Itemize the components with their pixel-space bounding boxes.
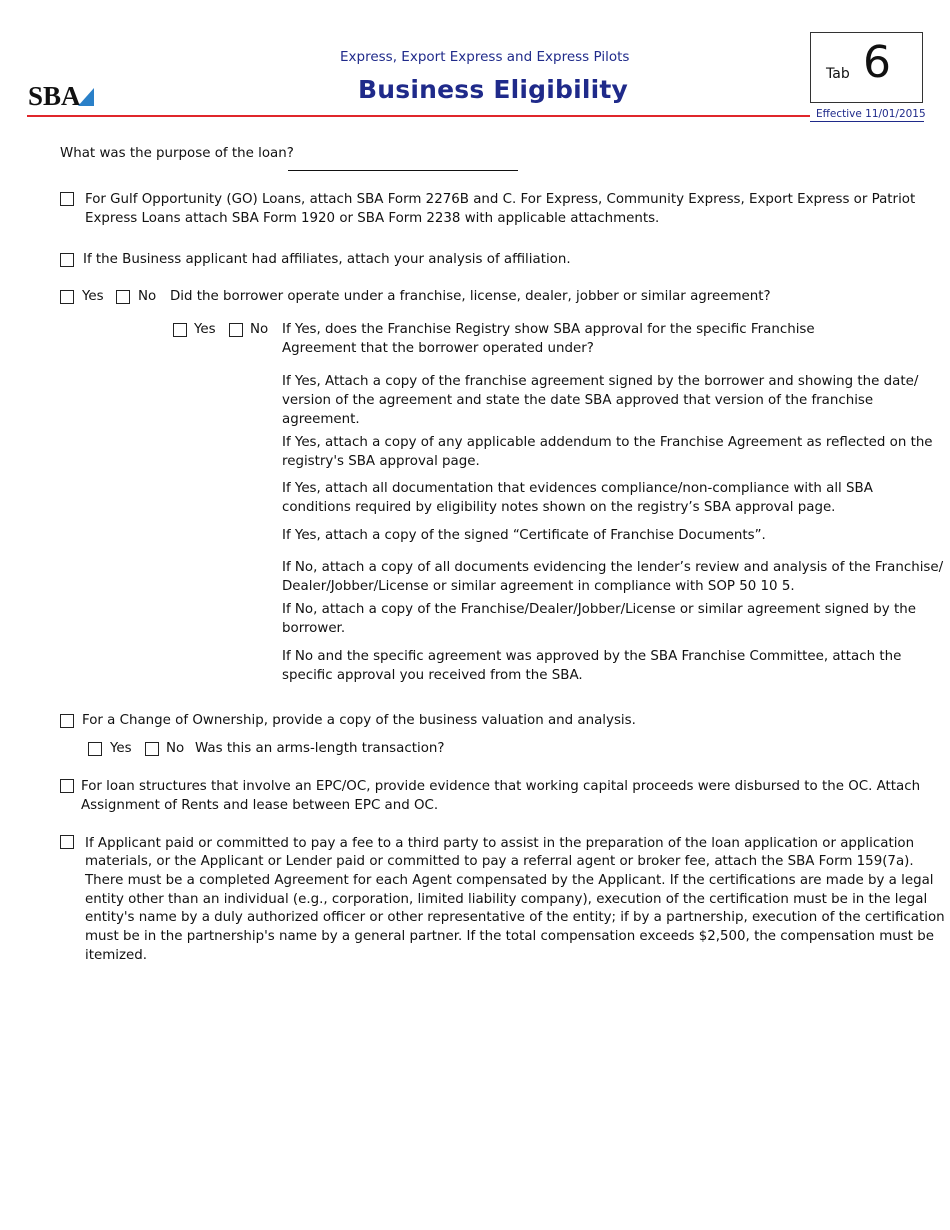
fee-text-line1: If Applicant paid or committed to pay a fee to a third party to assist in the preparation of the loan application or application	[85, 836, 915, 851]
franchise-p5-line1: If No, attach a copy of all documents evidencing the lender’s review and analysis of the Franchise/	[282, 560, 944, 575]
franchise-p1-line3: agreement.	[282, 412, 360, 427]
purpose-input[interactable]	[288, 152, 518, 171]
franchise-p2-line1: If Yes, attach a copy of any applicable addendum to the Franchise Agreement as reflected on the	[282, 435, 933, 450]
franchise-p6-line2: borrower.	[282, 621, 346, 636]
effective-date: Effective 11/01/2015	[816, 108, 926, 120]
franchise-p7-line2: specific approval you received from the SBA.	[282, 668, 583, 683]
purpose-question: What was the purpose of the loan?	[60, 146, 294, 161]
epc-text-line2: Assignment of Rents and lease between EPC and OC.	[81, 798, 439, 813]
arms-length-question: Was this an arms-length transaction?	[195, 741, 445, 756]
registry-question-line2: Agreement that the borrower operated under?	[282, 341, 594, 356]
epc-checkbox[interactable]	[60, 779, 74, 793]
change-ownership-checkbox[interactable]	[60, 714, 74, 728]
header-divider-red	[27, 115, 810, 117]
header-subtitle: Express, Export Express and Express Pilots	[340, 49, 630, 65]
affiliates-checkbox[interactable]	[60, 253, 74, 267]
go-loans-text-line1: For Gulf Opportunity (GO) Loans, attach SBA Form 2276B and C. For Express, Community Express, Export Express or Patriot	[85, 192, 916, 207]
epc-text-line1: For loan structures that involve an EPC/OC, provide evidence that working capital proceeds were disbursed to the OC. Attach	[81, 779, 921, 794]
franchise-p1-line1: If Yes, Attach a copy of the franchise agreement signed by the borrower and showing the date/	[282, 374, 919, 389]
fee-text-line6: must be in the partnership's name by a general partner. If the total compensation exceeds $2,500, the compensation must be	[85, 929, 934, 944]
franchise-yes-checkbox[interactable]	[60, 290, 74, 304]
franchise-p1-line2: version of the agreement and state the date SBA approved that version of the franchise	[282, 393, 874, 408]
franchise-p2-line2: registry's SBA approval page.	[282, 454, 480, 469]
registry-yes-checkbox[interactable]	[173, 323, 187, 337]
franchise-p5-line2: Dealer/Jobber/License or similar agreement in compliance with SOP 50 10 5.	[282, 579, 795, 594]
header-divider-blue	[810, 121, 924, 122]
franchise-question: Did the borrower operate under a franchise, license, dealer, jobber or similar agreement?	[170, 289, 771, 304]
fee-text-line5: entity's name by a duly authorized officer or other representative of the entity; if by a partnership, execution of the certification	[85, 910, 945, 925]
sba-logo	[28, 80, 100, 110]
fee-text-line3: There must be a completed Agreement for each Agent compensated by the Applicant. If the certifications are made by a legal	[85, 873, 934, 888]
franchise-yes-label: Yes	[82, 289, 104, 304]
franchise-p3-line1: If Yes, attach all documentation that evidences compliance/non-compliance with all SBA	[282, 481, 873, 496]
fee-text-line4: entity other than an individual (e.g., corporation, limited liability company), execution of the certification must be in the legal	[85, 892, 928, 907]
registry-question-line1: If Yes, does the Franchise Registry show SBA approval for the specific Franchise	[282, 322, 815, 337]
tab-label: Tab	[826, 66, 850, 82]
go-loans-checkbox[interactable]	[60, 192, 74, 206]
arms-length-no-checkbox[interactable]	[145, 742, 159, 756]
franchise-no-label: No	[138, 289, 157, 304]
fee-text-line2: materials, or the Applicant or Lender paid or committed to pay a referral agent or broker fee, attach the SBA Form 159(7a).	[85, 854, 914, 869]
page-title: Business Eligibility	[358, 75, 629, 104]
registry-yes-label: Yes	[194, 322, 216, 337]
registry-no-checkbox[interactable]	[229, 323, 243, 337]
affiliates-text: If the Business applicant had affiliates, attach your analysis of affiliation.	[83, 252, 571, 267]
fee-checkbox[interactable]	[60, 835, 74, 849]
sba-logo-text: SBA	[28, 81, 81, 110]
franchise-p3-line2: conditions required by eligibility notes shown on the registry’s SBA approval page.	[282, 500, 836, 515]
franchise-p4: If Yes, attach a copy of the signed “Certificate of Franchise Documents”.	[282, 528, 766, 543]
franchise-p7-line1: If No and the specific agreement was approved by the SBA Franchise Committee, attach the	[282, 649, 902, 664]
arms-length-yes-checkbox[interactable]	[88, 742, 102, 756]
tab-box	[810, 32, 923, 103]
franchise-no-checkbox[interactable]	[116, 290, 130, 304]
arms-length-yes-label: Yes	[110, 741, 132, 756]
arms-length-no-label: No	[166, 741, 185, 756]
tab-number: 6	[863, 37, 891, 88]
registry-no-label: No	[250, 322, 269, 337]
franchise-p6-line1: If No, attach a copy of the Franchise/Dealer/Jobber/License or similar agreement signed by the	[282, 602, 916, 617]
go-loans-text-line2: Express Loans attach SBA Form 1920 or SBA Form 2238 with applicable attachments.	[85, 211, 660, 226]
fee-text-line7: itemized.	[85, 948, 147, 963]
change-ownership-text: For a Change of Ownership, provide a copy of the business valuation and analysis.	[82, 713, 636, 728]
